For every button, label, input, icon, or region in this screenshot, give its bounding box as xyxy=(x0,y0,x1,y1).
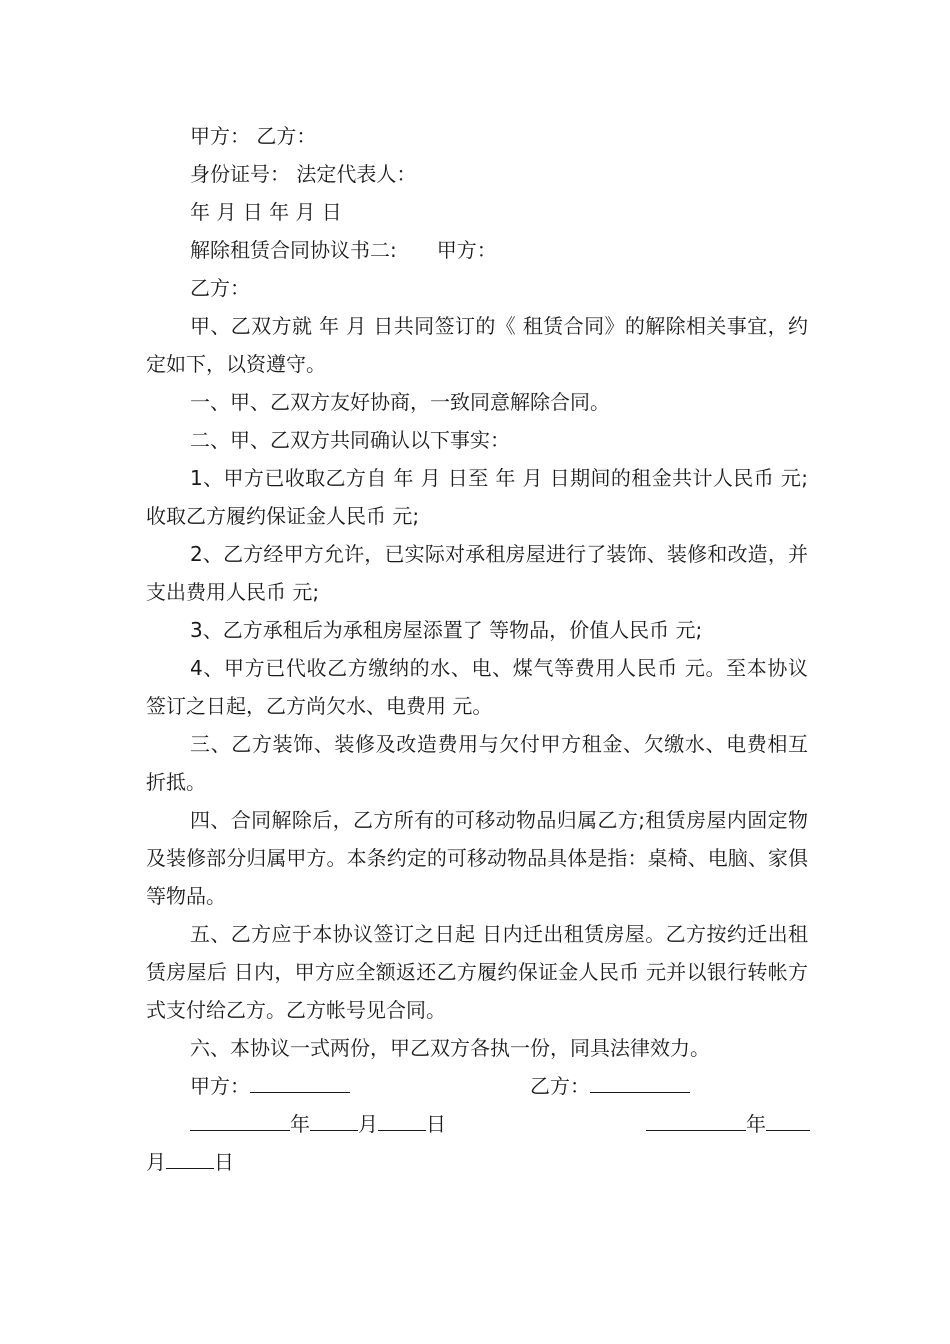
document-title-line xyxy=(146,231,808,269)
id-number-label: 身份证号： xyxy=(190,162,290,186)
party-a-year-blank xyxy=(190,1106,290,1131)
header-parties-line xyxy=(146,117,808,155)
document-title: 解除租赁合同协议书二: xyxy=(190,238,397,262)
fact-2: 2、乙方经甲方允许，已实际对承租房屋进行了装饰、装修和改造，并支出费用人民币 元; xyxy=(146,542,808,604)
signature-party-b-label: 乙方： xyxy=(530,1074,590,1098)
clause-1: 一、甲、乙双方友好协商，一致同意解除合同。 xyxy=(190,390,610,414)
intro-paragraph: 甲、乙双方就 年 月 日共同签订的《 租赁合同》的解除相关事宜，约定如下，以资遵守。 xyxy=(146,314,808,376)
fact-4: 4、甲方已代收乙方缴纳的水、电、煤气等费用人民币 元。至本协议签订之日起，乙方尚欠水、电费用 元。 xyxy=(146,656,808,718)
clause-6: 六、本协议一式两份，甲乙双方各执一份，同具法律效力。 xyxy=(190,1036,710,1060)
party-b-day-blank xyxy=(166,1144,214,1169)
party-b-signature-blank xyxy=(590,1068,690,1093)
legal-rep-label: 法定代表人： xyxy=(296,162,417,186)
year-label-b: 年 xyxy=(746,1112,766,1136)
party-b-year-blank xyxy=(646,1106,746,1131)
party-b-label: 乙方： xyxy=(256,124,317,148)
fact-3: 3、乙方承租后为承租房屋添置了 等物品，价值人民币 元; xyxy=(190,618,703,642)
signature-line xyxy=(146,1067,808,1105)
party-a-month-blank xyxy=(310,1106,358,1131)
party-a-label: 甲方： xyxy=(190,124,250,148)
party-b-line: 乙方： xyxy=(190,276,250,300)
signature-date-line xyxy=(146,1105,808,1143)
year-label: 年 xyxy=(290,1112,310,1136)
fact-1: 1、甲方已收取乙方自 年 月 日至 年 月 日期间的租金共计人民币 元;收取乙方履约保证金人民币 元; xyxy=(146,466,808,528)
clause-2: 二、甲、乙双方共同确认以下事实： xyxy=(190,428,510,452)
day-label: 日 xyxy=(426,1112,446,1136)
clause-3: 三、乙方装饰、装修及改造费用与欠付甲方租金、欠缴水、电费相互折抵。 xyxy=(146,732,808,794)
clause-4: 四、合同解除后，乙方所有的可移动物品归属乙方;租赁房屋内固定物及装修部分归属甲方。本条约定的可移动物品具体是指：桌椅、电脑、家俱等物品。 xyxy=(146,808,808,908)
party-a-signature-blank xyxy=(250,1068,350,1093)
month-label-b: 月 xyxy=(146,1150,166,1174)
header-date-line: 年 月 日 年 月 日 xyxy=(190,200,342,224)
day-label-b: 日 xyxy=(214,1150,234,1174)
party-a-label-2: 甲方： xyxy=(436,238,497,262)
header-id-line xyxy=(146,155,808,193)
signature-date-line-cont xyxy=(146,1143,808,1181)
month-label: 月 xyxy=(358,1112,378,1136)
agreement-text xyxy=(146,117,808,1181)
signature-party-a-label: 甲方： xyxy=(190,1074,250,1098)
clause-5: 五、乙方应于本协议签订之日起 日内迁出租赁房屋。乙方按约迁出租赁房屋后 日内，甲方应全额返还乙方履约保证金人民币 元并以银行转帐方式支付给乙方。乙方帐号见合同。 xyxy=(146,922,808,1022)
party-a-day-blank xyxy=(378,1106,426,1131)
party-b-month-blank-start xyxy=(766,1106,810,1131)
